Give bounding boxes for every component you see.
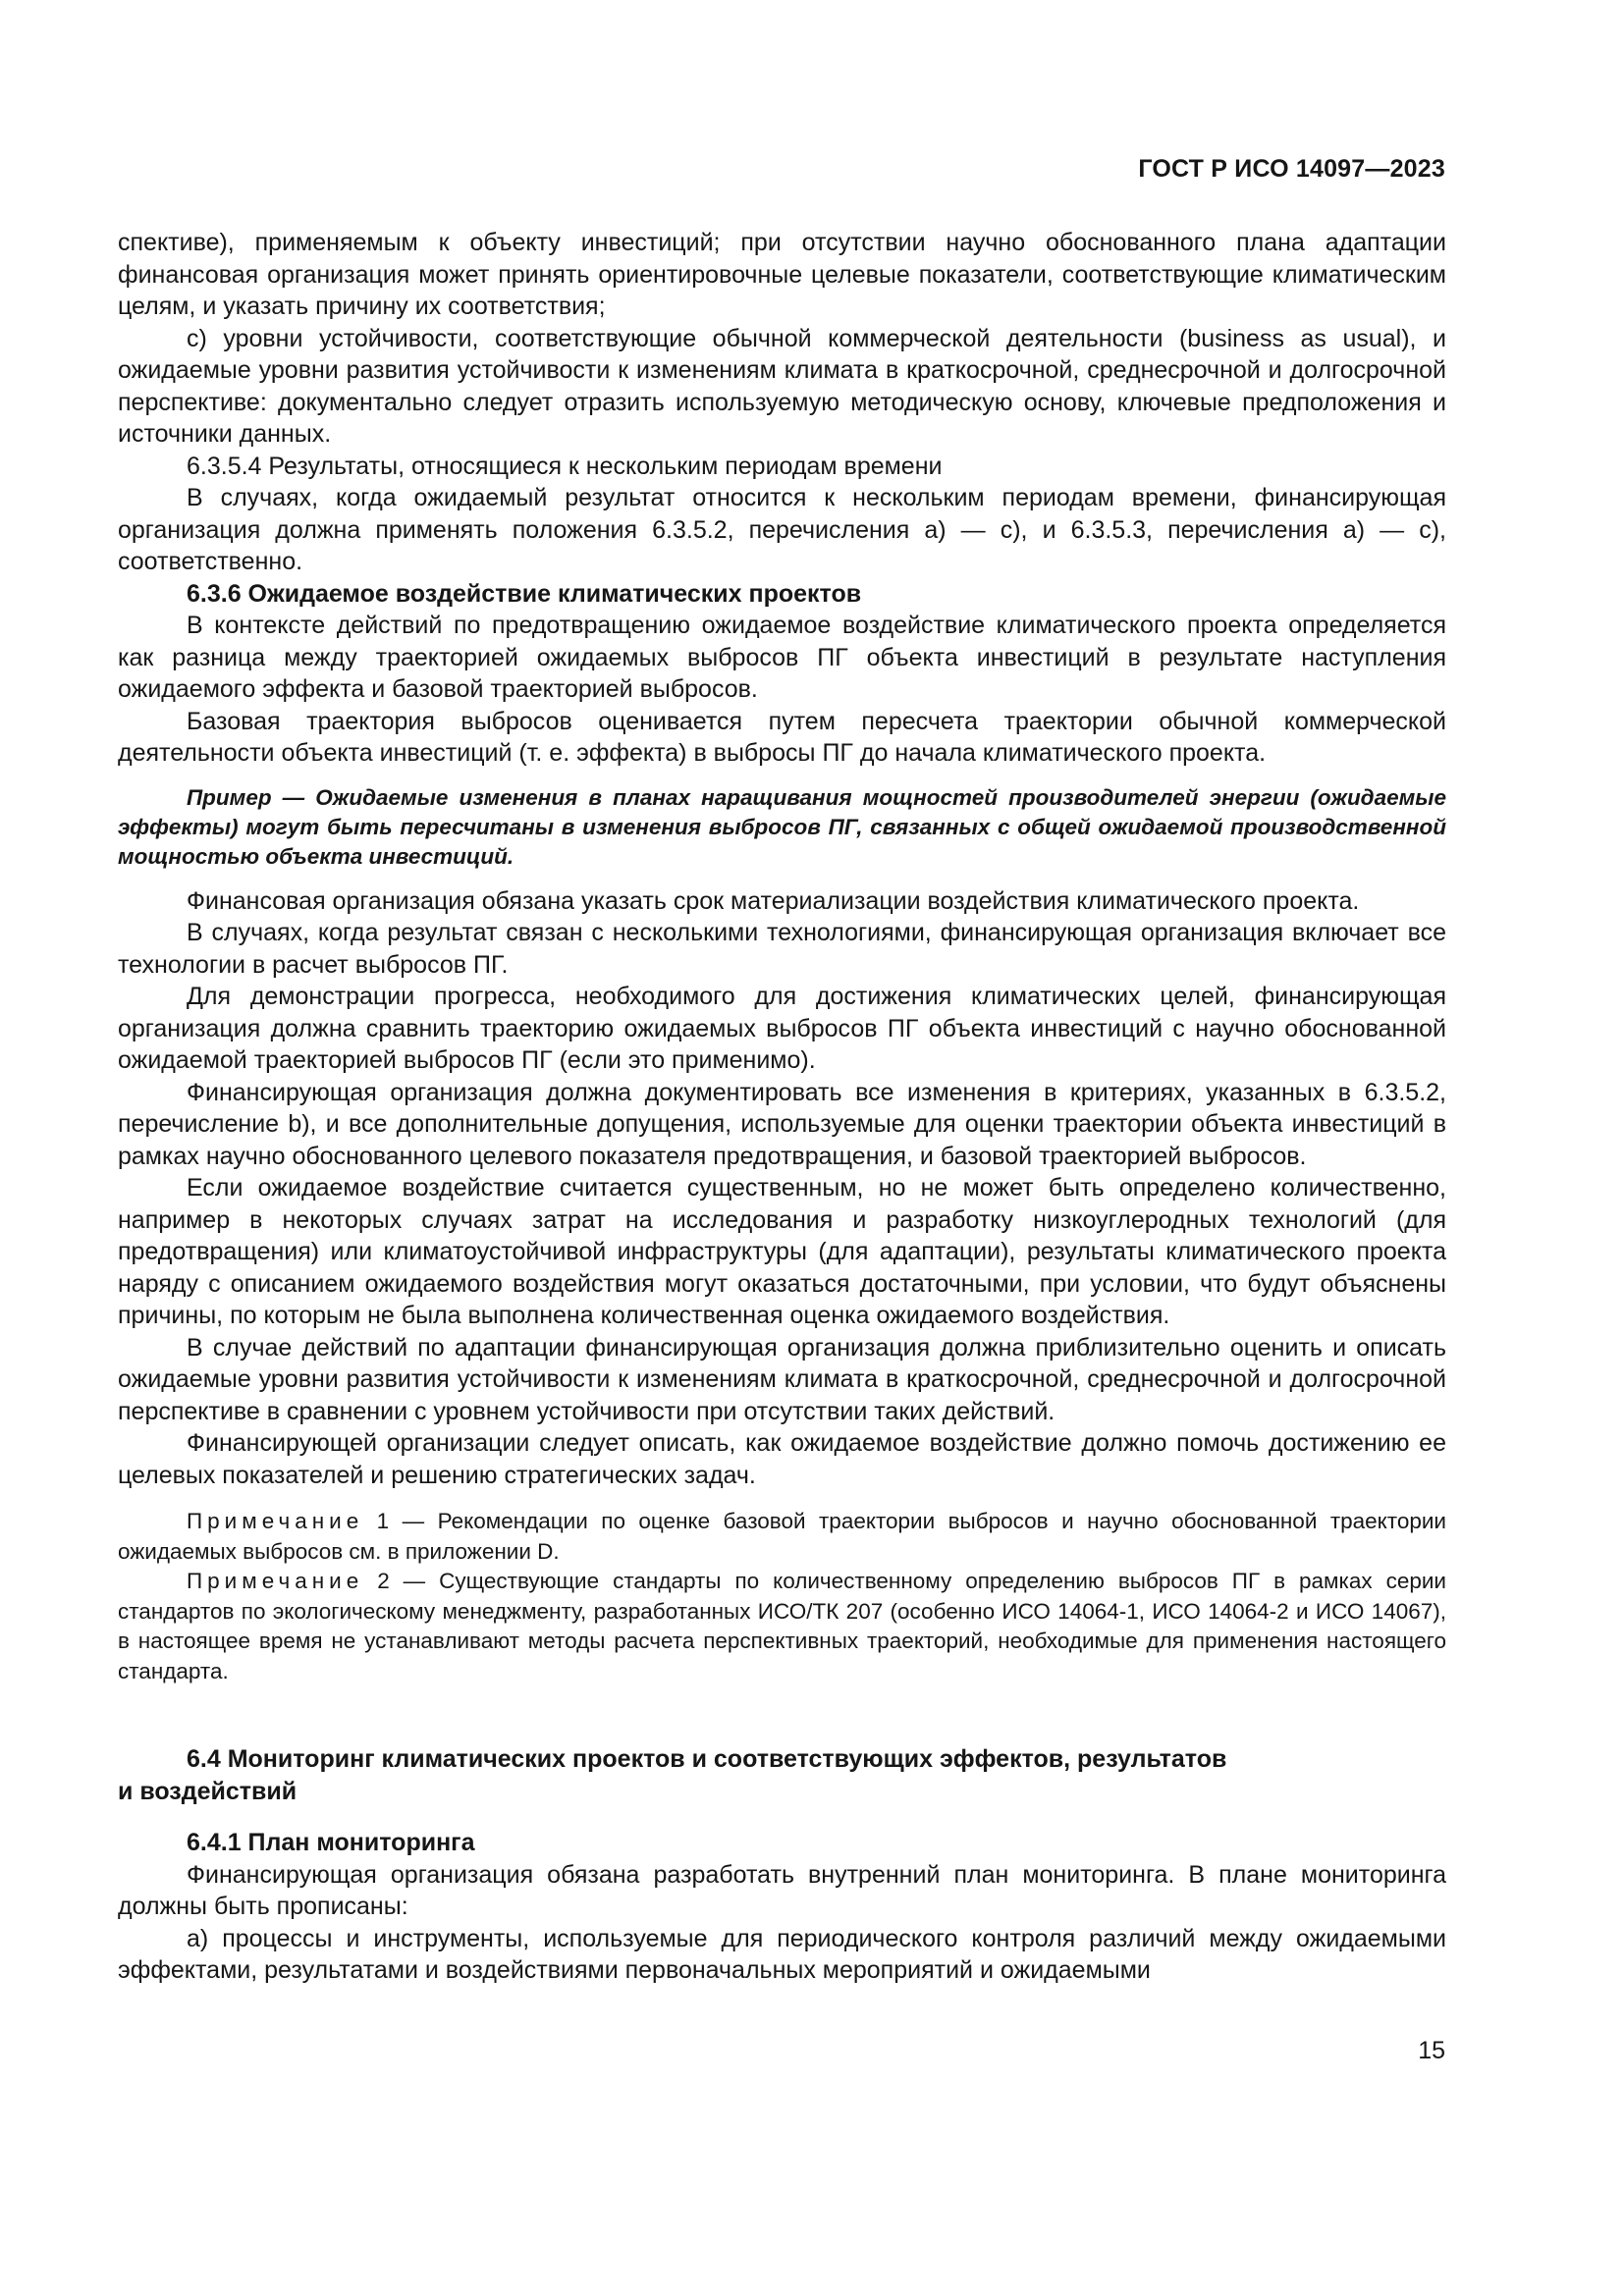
paragraph: Базовая траектория выбросов оценивается путем пересчета траектории обычной коммерческой деятельности объекта инвестиций (т. е. эффекта) в выбросы ПГ до начала климатического проекта. (118, 707, 1446, 767)
example-text: Пример — Ожидаемые изменения в планах наращивания мощностей производителей энергии (ожидаемые эффекты) могут быть пересчитаны в изменения выбросов ПГ, связанных с общей ожидаемой производственной мощностью объекта инвестиций. (118, 784, 1446, 869)
running-header: ГОСТ Р ИСО 14097—2023 (1138, 155, 1445, 183)
note-2 (118, 1567, 1446, 1686)
clause-6-3-5-4-heading: 6.3.5.4 Результаты, относящиеся к нескольким периодам времени (187, 452, 943, 480)
page-number: 15 (1418, 2037, 1445, 2064)
list-item-a: а) процессы и инструменты, используемые для периодического контроля различий между ожидаемыми эффектами, результатами и воздействиями первоначальных мероприятий и ожидаемыми (118, 1924, 1446, 1984)
section-6-4-heading-line2: и воздействий (118, 1777, 298, 1805)
note-label: Примечание (187, 1509, 364, 1533)
section-6-4-heading (118, 1743, 1446, 1807)
paragraph: Финансирующая организация обязана разработать внутренний план мониторинга. В плане мониторинга должны быть прописаны: (118, 1860, 1446, 1920)
paragraph: Для демонстрации прогресса, необходимого для достижения климатических целей, финансирующая организация должна сравнить траекторию ожидаемых выбросов ПГ объекта инвестиций с научно обоснованной ожидаемой траекторией выбросов ПГ (если это применимо). (118, 983, 1446, 1074)
page-body (118, 227, 1446, 1987)
paragraph: Если ожидаемое воздействие считается существенным, но не может быть определено количественно, например в некоторых случаях затрат на исследования и разработку низкоуглеродных технологий (для предотвращения) или климатоустойчивой инфраструктуры (для адаптации), результаты климатического проекта наряду с описанием ожидаемого воздействия могут оказаться достаточными, при условии, что будут объяснены причины, по которым не была выполнена количественная оценка ожидаемого воздействия. (118, 1174, 1446, 1329)
section-6-4-heading-line1: 6.4 Мониторинг климатических проектов и соответствующих эффектов, результатов (187, 1745, 1227, 1773)
paragraph: В случае действий по адаптации финансирующая организация должна приблизительно оценить и описать ожидаемые уровни развития устойчивости к изменениям климата в краткосрочной, среднесрочной и долгосрочной перспективе в сравнении с уровнем устойчивости при отсутствии таких действий. (118, 1333, 1446, 1425)
paragraph: Финансирующей организации следует описать, как ожидаемое воздействие должно помочь достижению ее целевых показателей и решению стратегических задач. (118, 1429, 1446, 1489)
note-text: 2 — Существующие стандарты по количественному определению выбросов ПГ в рамках серии стандартов по экологическому менеджменту, разработанных ИСО/ТК 207 (особенно ИСО 14064-1, ИСО 14064-2 и ИСО 14067), в настоящее время не устанавливают методы расчета перспективных траекторий, необходимые для применения настоящего стандарта. (118, 1569, 1446, 1683)
paragraph: В контексте действий по предотвращению ожидаемое воздействие климатического проекта определяется как разница между траекторией ожидаемых выбросов ПГ объекта инвестиций в результате наступления ожидаемого эффекта и базовой траекторией выбросов. (118, 612, 1446, 703)
note-1 (118, 1507, 1446, 1567)
paragraph-continuation: спективе), применяемым к объекту инвестиций; при отсутствии научно обоснованного плана адаптации финансовая организация может принять ориентировочные целевые показатели, соответствующие климатическим целям, и указать причину их соответствия; (118, 229, 1446, 320)
paragraph: В случаях, когда ожидаемый результат относится к нескольким периодам времени, финансирующая организация должна применять положения 6.3.5.2, перечисления а) — с), и 6.3.5.3, перечисления а) — с), соответственно. (118, 484, 1446, 575)
paragraph: Финансовая организация обязана указать срок материализации воздействия климатического проекта. (187, 886, 1360, 915)
note-label: Примечание (187, 1569, 364, 1593)
clause-6-4-1-heading: 6.4.1 План мониторинга (187, 1829, 475, 1856)
paragraph: Финансирующая организация должна документировать все изменения в критериях, указанных в 6.3.5.2, перечисление b), и все дополнительные допущения, используемые для оценки траектории объекта инвестиций в рамках научно обоснованного целевого показателя предотвращения, и базовой траекторией выбросов. (118, 1078, 1446, 1170)
clause-6-3-6-heading: 6.3.6 Ожидаемое воздействие климатических проектов (187, 579, 862, 608)
list-item-c: с) уровни устойчивости, соответствующие обычной коммерческой деятельности (business as usual), и ожидаемые уровни развития устойчивости к изменениям климата в краткосрочной, среднесрочной и долгосрочной перспективе: документально следует отразить используемую методическую основу, ключевые предположения и источники данных. (118, 324, 1446, 448)
note-text: 1 — Рекомендации по оценке базовой траектории выбросов и научно обоснованной траектории ожидаемых выбросов см. в приложении D. (118, 1509, 1446, 1564)
paragraph: В случаях, когда результат связан с несколькими технологиями, финансирующая организация включает все технологии в расчет выбросов ПГ. (118, 919, 1446, 979)
